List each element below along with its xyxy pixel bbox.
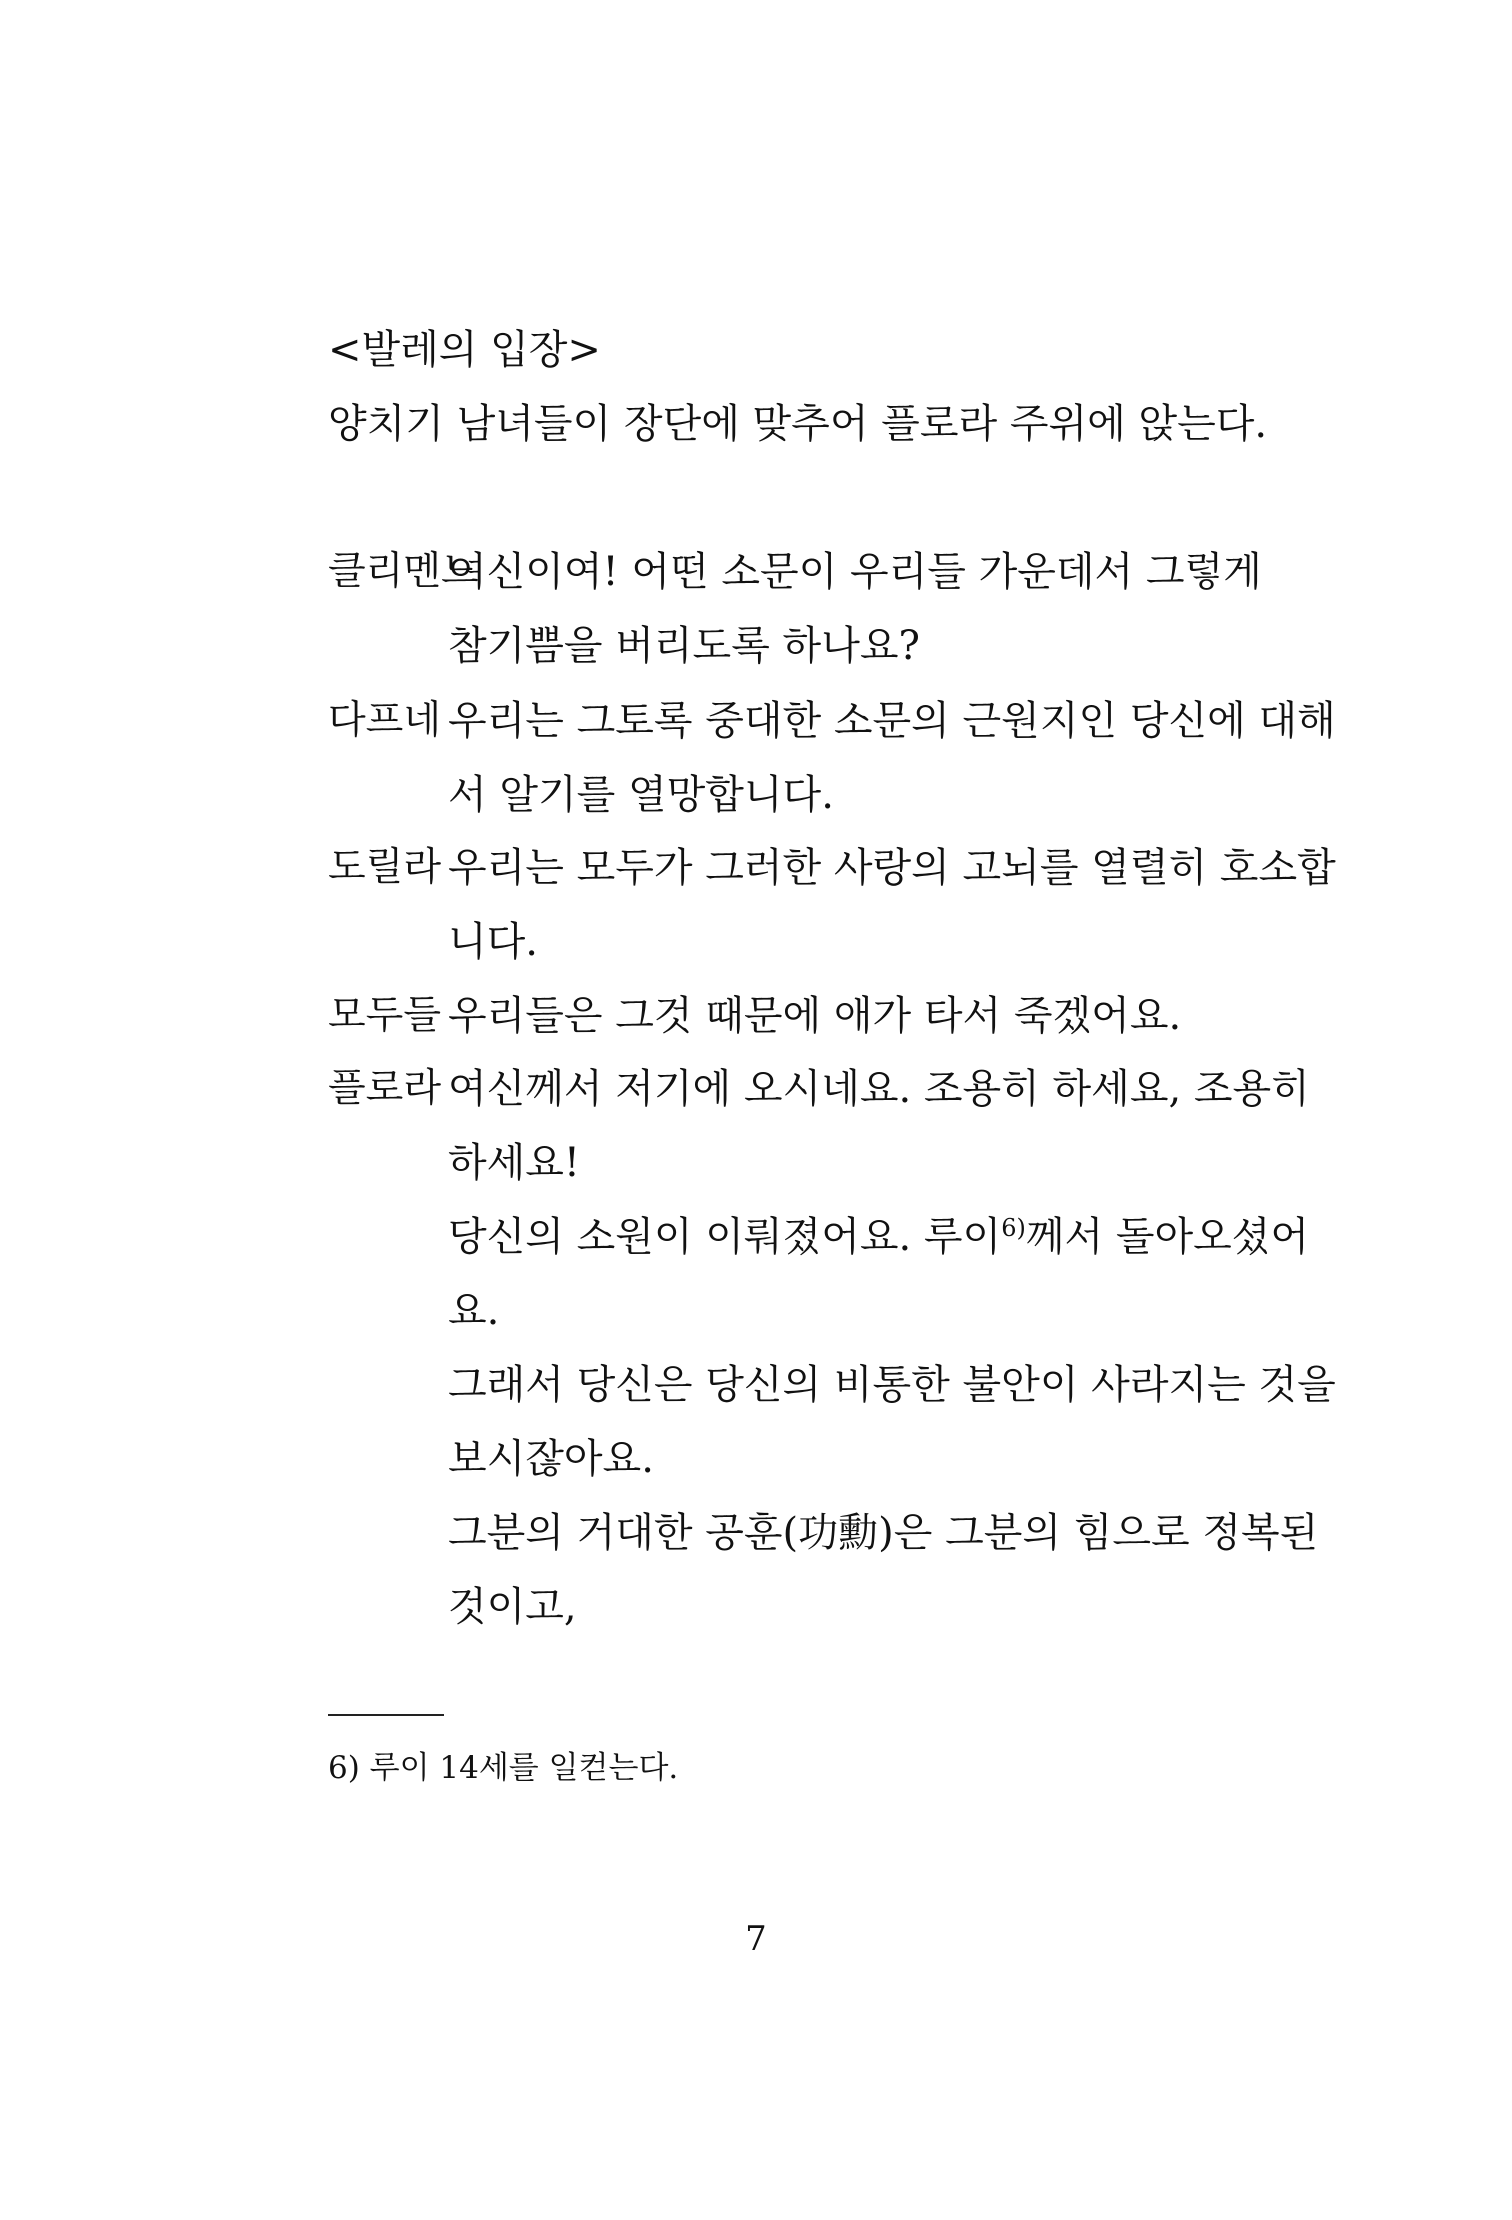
dialogue-line: 서 알기를 열망합니다.: [448, 772, 834, 818]
footnote-divider: [328, 1714, 444, 1716]
dialogue-line: 것이고,: [448, 1584, 577, 1630]
dialogue-line: 참기쁨을 버리도록 하나요?: [448, 623, 920, 669]
dialogue-line-part: 당신의 소원이 이뤄졌어요. 루이: [448, 1214, 1002, 1260]
dialogue-line-part: 께서 돌아오셨어: [1025, 1214, 1310, 1260]
speaker-name: 도릴라: [328, 845, 442, 890]
dialogue-line: 보시잖아요.: [448, 1436, 654, 1482]
dialogue-line: 요.: [448, 1288, 500, 1334]
dialogue-line: 하세요!: [448, 1140, 580, 1186]
speaker-name: 다프네: [328, 698, 442, 743]
dialogue-line: 여신이여! 어떤 소문이 우리들 가운데서 그렇게: [448, 549, 1262, 595]
footnote-reference: 6): [1001, 1214, 1026, 1242]
dialogue-line-with-footnote: [448, 1213, 1310, 1261]
dialogue-line: 그분의 거대한 공훈(功勳)은 그분의 힘으로 정복된: [448, 1510, 1319, 1556]
speaker-name: 클리멘느: [328, 549, 479, 594]
dialogue-line: 우리들은 그것 때문에 애가 타서 죽겠어요.: [448, 993, 1182, 1039]
footnote: 6) 루이 14세를 일컫는다.: [328, 1750, 679, 1786]
scene-heading: <발레의 입장>: [328, 327, 601, 373]
dialogue-line: 여신께서 저기에 오시네요. 조용히 하세요, 조용히: [448, 1066, 1310, 1112]
dialogue-line: 우리는 모두가 그러한 사랑의 고뇌를 열렬히 호소합: [448, 845, 1336, 891]
dialogue-line: 그래서 당신은 당신의 비통한 불안이 사라지는 것을: [448, 1362, 1336, 1408]
speaker-name: 모두들: [328, 993, 442, 1038]
speaker-name: 플로라: [328, 1066, 442, 1111]
dialogue-line: 우리는 그토록 중대한 소문의 근원지인 당신에 대해: [448, 698, 1336, 744]
dialogue-line: 니다.: [448, 919, 538, 965]
page-number: 7: [745, 1919, 767, 1959]
stage-direction: 양치기 남녀들이 장단에 맞추어 플로라 주위에 앉는다.: [328, 401, 1268, 447]
